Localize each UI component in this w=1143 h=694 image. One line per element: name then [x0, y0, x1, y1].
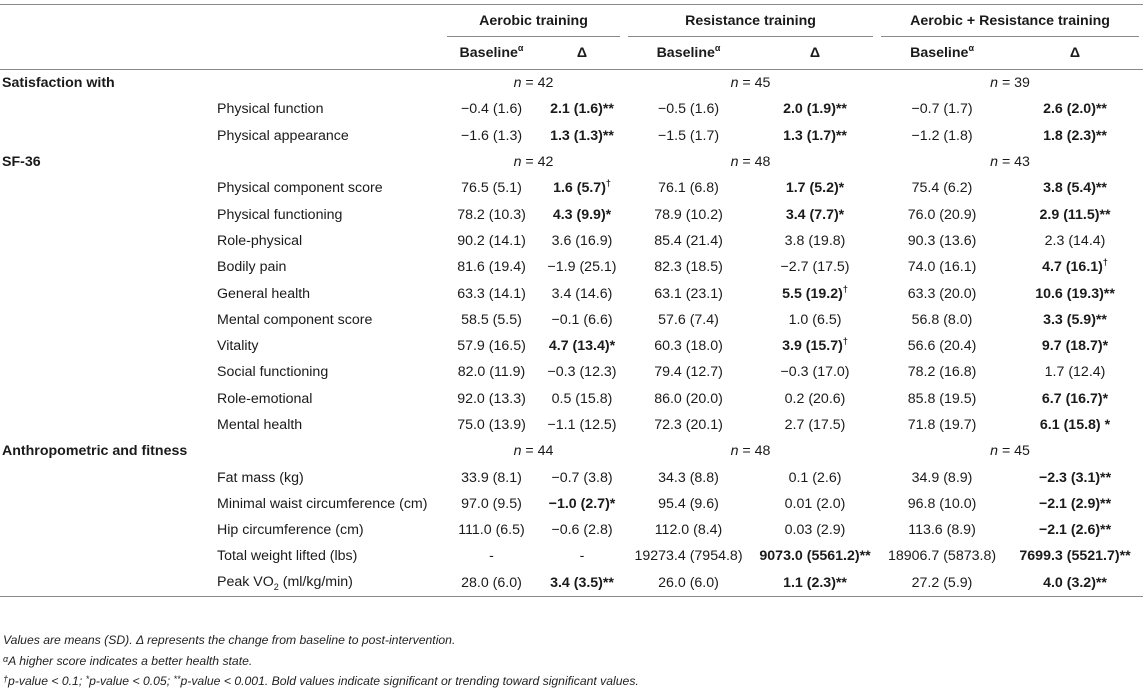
delta-value: −0.3 (12.3)	[547, 364, 617, 381]
group-resistance: Resistance training	[624, 5, 877, 38]
delta-value: 4.0 (3.2)**	[1043, 574, 1107, 591]
table-row	[0, 254, 1143, 280]
sample-size: n = 43	[990, 154, 1030, 171]
baseline-value: 86.0 (20.0)	[654, 390, 723, 407]
delta-value: 10.6 (19.3)**	[1035, 285, 1115, 302]
baseline-value: 78.9 (10.2)	[654, 206, 723, 223]
delta-value: −2.7 (17.5)	[780, 259, 850, 276]
row-label: Minimal waist circumference (cm)	[217, 495, 428, 512]
baseline-value: 90.3 (13.6)	[907, 232, 977, 249]
row-label: Physical functioning	[217, 206, 343, 223]
baseline-value: 112.0 (8.4)	[654, 522, 723, 539]
footnote-pvalues: †p-value < 0.1; *p-value < 0.05; **p-value < 0.001. Bold values indicate significant or trending toward significant values.	[3, 674, 639, 688]
section-row	[0, 70, 1143, 97]
delta-value: 2.3 (14.4)	[1044, 232, 1106, 249]
baseline-value: -	[489, 548, 494, 565]
delta-value: 1.6 (5.7)†	[553, 178, 611, 197]
table-row	[0, 543, 1143, 569]
baseline-value: −1.2 (1.8)	[911, 127, 973, 144]
delta-value: 1.8 (2.3)**	[1043, 127, 1107, 144]
baseline-value: 74.0 (16.1)	[907, 259, 977, 276]
delta-value: 0.5 (15.8)	[551, 390, 613, 407]
baseline-value: 95.4 (9.6)	[658, 495, 719, 512]
delta-value: 2.9 (11.5)**	[1039, 206, 1111, 223]
table-row	[0, 175, 1143, 201]
baseline-value: −0.5 (1.6)	[657, 101, 720, 118]
table-row	[0, 96, 1143, 122]
sample-size: n = 44	[513, 443, 554, 460]
delta-value: 3.4 (14.6)	[551, 285, 613, 302]
baseline-header: Baseline$^\alpha$	[656, 43, 721, 61]
delta-value: 3.6 (16.9)	[551, 232, 613, 249]
table-row	[0, 386, 1143, 412]
row-label: Physical component score	[217, 180, 383, 197]
baseline-value: 63.3 (20.0)	[907, 285, 977, 302]
delta-header: Δ	[809, 45, 821, 61]
delta-value: 4.3 (9.9)*	[552, 206, 612, 223]
baseline-value: 85.8 (19.5)	[907, 390, 977, 407]
baseline-value: −1.6 (1.3)	[460, 127, 523, 144]
row-label: Physical function	[217, 101, 324, 118]
sample-size: n = 39	[990, 75, 1030, 92]
delta-value: 7699.3 (5521.7)**	[1019, 548, 1131, 565]
delta-value: −0.1 (6.6)	[551, 311, 613, 328]
sample-size: n = 42	[513, 154, 554, 171]
sample-size: n = 45	[730, 75, 771, 92]
baseline-value: 56.6 (20.4)	[907, 338, 977, 355]
row-label: Mental component score	[217, 311, 373, 328]
baseline-value: 63.3 (14.1)	[457, 285, 526, 302]
baseline-header: Baseline$^\alpha$	[910, 43, 974, 61]
delta-value: 0.2 (20.6)	[784, 390, 846, 407]
baseline-value: 34.9 (8.9)	[911, 469, 973, 486]
baseline-value: 58.5 (5.5)	[461, 311, 522, 328]
section-row	[0, 438, 1143, 464]
delta-value: 1.7 (12.4)	[1044, 364, 1106, 381]
baseline-value: 85.4 (21.4)	[654, 232, 723, 249]
row-label: Hip circumference (cm)	[217, 522, 364, 539]
baseline-value: 78.2 (16.8)	[907, 364, 977, 381]
baseline-value: 90.2 (14.1)	[457, 232, 526, 249]
sub-header-row	[0, 37, 1143, 70]
table-row	[0, 228, 1143, 254]
row-label: Physical appearance	[217, 127, 349, 144]
baseline-value: 27.2 (5.9)	[911, 574, 973, 591]
delta-value: 9.7 (18.7)*	[1041, 338, 1109, 355]
delta-value: 4.7 (13.4)*	[548, 338, 616, 355]
baseline-value: 72.3 (20.1)	[654, 417, 723, 433]
table-row	[0, 464, 1143, 490]
baseline-value: 56.8 (8.0)	[911, 311, 973, 328]
baseline-value: 18906.7 (5873.8)	[887, 548, 997, 565]
delta-value: 1.7 (5.2)*	[785, 180, 845, 197]
row-label: Role-physical	[217, 232, 303, 249]
group-aerobic: Aerobic training	[443, 5, 624, 38]
delta-value: 9073.0 (5561.2)**	[759, 548, 871, 565]
delta-value: −2.1 (2.9)**	[1038, 495, 1112, 512]
baseline-value: −0.7 (1.7)	[911, 101, 973, 118]
delta-value: 0.1 (2.6)	[788, 469, 842, 486]
delta-value: −1.0 (2.7)*	[548, 495, 616, 512]
delta-value: 2.1 (1.6)**	[550, 101, 614, 118]
row-label: Fat mass (kg)	[217, 469, 304, 486]
delta-value: −2.3 (3.1)**	[1038, 469, 1112, 486]
row-label: General health	[217, 285, 311, 302]
table-row	[0, 491, 1143, 517]
delta-value: −2.1 (2.6)**	[1038, 522, 1112, 539]
baseline-value: −1.5 (1.7)	[657, 127, 720, 144]
delta-value: −1.9 (25.1)	[547, 259, 617, 276]
table-row	[0, 570, 1143, 597]
baseline-value: 76.1 (6.8)	[658, 180, 719, 197]
baseline-value: 71.8 (19.7)	[907, 417, 977, 433]
sample-size: n = 45	[990, 443, 1030, 460]
delta-value: 1.3 (1.3)**	[550, 127, 614, 144]
delta-value: 3.8 (5.4)**	[1043, 180, 1107, 197]
table-row	[0, 359, 1143, 385]
delta-value: 6.7 (16.7)*	[1041, 390, 1109, 407]
delta-value: 3.4 (7.7)*	[785, 206, 845, 223]
sample-size: n = 48	[730, 443, 771, 460]
baseline-value: 111.0 (6.5)	[458, 522, 525, 539]
delta-value: 3.9 (15.7)†	[782, 336, 848, 355]
row-label: Peak $VO_2$ (ml/kg/min)	[217, 573, 353, 592]
baseline-value: 60.3 (18.0)	[654, 338, 723, 355]
baseline-value: 57.9 (16.5)	[457, 338, 526, 355]
baseline-value: 97.0 (9.5)	[461, 495, 522, 512]
baseline-value: 28.0 (6.0)	[461, 574, 522, 591]
baseline-value: −0.4 (1.6)	[460, 101, 523, 118]
delta-value: 5.5 (19.2)†	[782, 283, 848, 302]
delta-value: 3.8 (19.8)	[784, 232, 846, 249]
baseline-value: 26.0 (6.0)	[658, 574, 719, 591]
footnote-means: Values are means (SD). Δ represents the change from baseline to post-intervention.	[3, 633, 456, 647]
table-row	[0, 412, 1143, 438]
baseline-value: 76.0 (20.9)	[907, 206, 977, 223]
delta-value: −0.3 (17.0)	[780, 364, 850, 381]
delta-value: 3.3 (5.9)**	[1043, 311, 1107, 328]
table-row	[0, 517, 1143, 543]
baseline-value: 34.3 (8.8)	[658, 469, 719, 486]
footnote-alpha: $^\alpha$A higher score indicates a better health state.	[3, 653, 253, 668]
table-row	[0, 333, 1143, 359]
delta-value: −1.1 (12.5)	[547, 417, 617, 433]
sample-size: n = 48	[730, 154, 771, 171]
group-header-row	[0, 5, 1143, 38]
baseline-value: 78.2 (10.3)	[457, 206, 526, 223]
baseline-value: 81.6 (19.4)	[457, 259, 526, 276]
table-row	[0, 307, 1143, 333]
section-title: Anthropometric and fitness	[2, 443, 188, 460]
delta-value: 4.7 (16.1)†	[1042, 257, 1108, 276]
baseline-value: 76.5 (5.1)	[461, 180, 522, 197]
delta-header: Δ	[1069, 45, 1081, 61]
table-body	[0, 70, 1143, 597]
group-combined: Aerobic + Resistance training	[877, 5, 1143, 38]
delta-value: 3.4 (3.5)**	[550, 574, 614, 591]
delta-value: 0.01 (2.0)	[784, 495, 846, 512]
baseline-value: 79.4 (12.7)	[654, 364, 723, 381]
baseline-value: 96.8 (10.0)	[907, 495, 977, 512]
table-footnotes	[3, 630, 639, 692]
baseline-value: 75.4 (6.2)	[911, 180, 973, 197]
delta-value: −0.7 (3.8)	[551, 469, 613, 486]
delta-value: 6.1 (15.8) *	[1039, 417, 1111, 433]
row-label: Total weight lifted (lbs)	[217, 548, 358, 565]
delta-value: 1.3 (1.7)**	[783, 127, 847, 144]
row-label: Role-emotional	[217, 390, 313, 407]
section-title: SF-36	[2, 154, 41, 171]
baseline-header: Baseline$^\alpha$	[459, 43, 524, 61]
table-row	[0, 201, 1143, 227]
delta-value: -	[579, 548, 585, 565]
delta-value: 1.1 (2.3)**	[783, 574, 847, 591]
delta-value: 1.0 (6.5)	[788, 311, 842, 328]
row-label: Social functioning	[217, 364, 329, 381]
delta-value: 2.7 (17.5)	[784, 417, 846, 433]
row-label: Bodily pain	[217, 259, 287, 276]
baseline-value: 57.6 (7.4)	[658, 311, 719, 328]
delta-header: Δ	[576, 45, 588, 61]
results-table	[0, 4, 1143, 597]
delta-value: 2.0 (1.9)**	[783, 101, 847, 118]
baseline-value: 113.6 (8.9)	[908, 522, 976, 539]
baseline-value: 33.9 (8.1)	[461, 469, 522, 486]
row-label: Mental health	[217, 417, 303, 433]
row-label: Vitality	[217, 338, 259, 355]
table-row	[0, 280, 1143, 306]
table-row	[0, 123, 1143, 149]
baseline-value: 19273.4 (7954.8)	[634, 548, 743, 565]
section-row	[0, 149, 1143, 175]
baseline-value: 75.0 (13.9)	[457, 417, 526, 433]
delta-value: 2.6 (2.0)**	[1043, 101, 1107, 118]
delta-value: 0.03 (2.9)	[784, 522, 846, 539]
baseline-value: 82.3 (18.5)	[654, 259, 723, 276]
baseline-value: 82.0 (11.9)	[457, 364, 526, 381]
section-title: Satisfaction with	[2, 75, 115, 92]
baseline-value: 92.0 (13.3)	[457, 390, 526, 407]
delta-value: −0.6 (2.8)	[551, 522, 613, 539]
baseline-value: 63.1 (23.1)	[654, 285, 723, 302]
sample-size: n = 42	[513, 75, 554, 92]
